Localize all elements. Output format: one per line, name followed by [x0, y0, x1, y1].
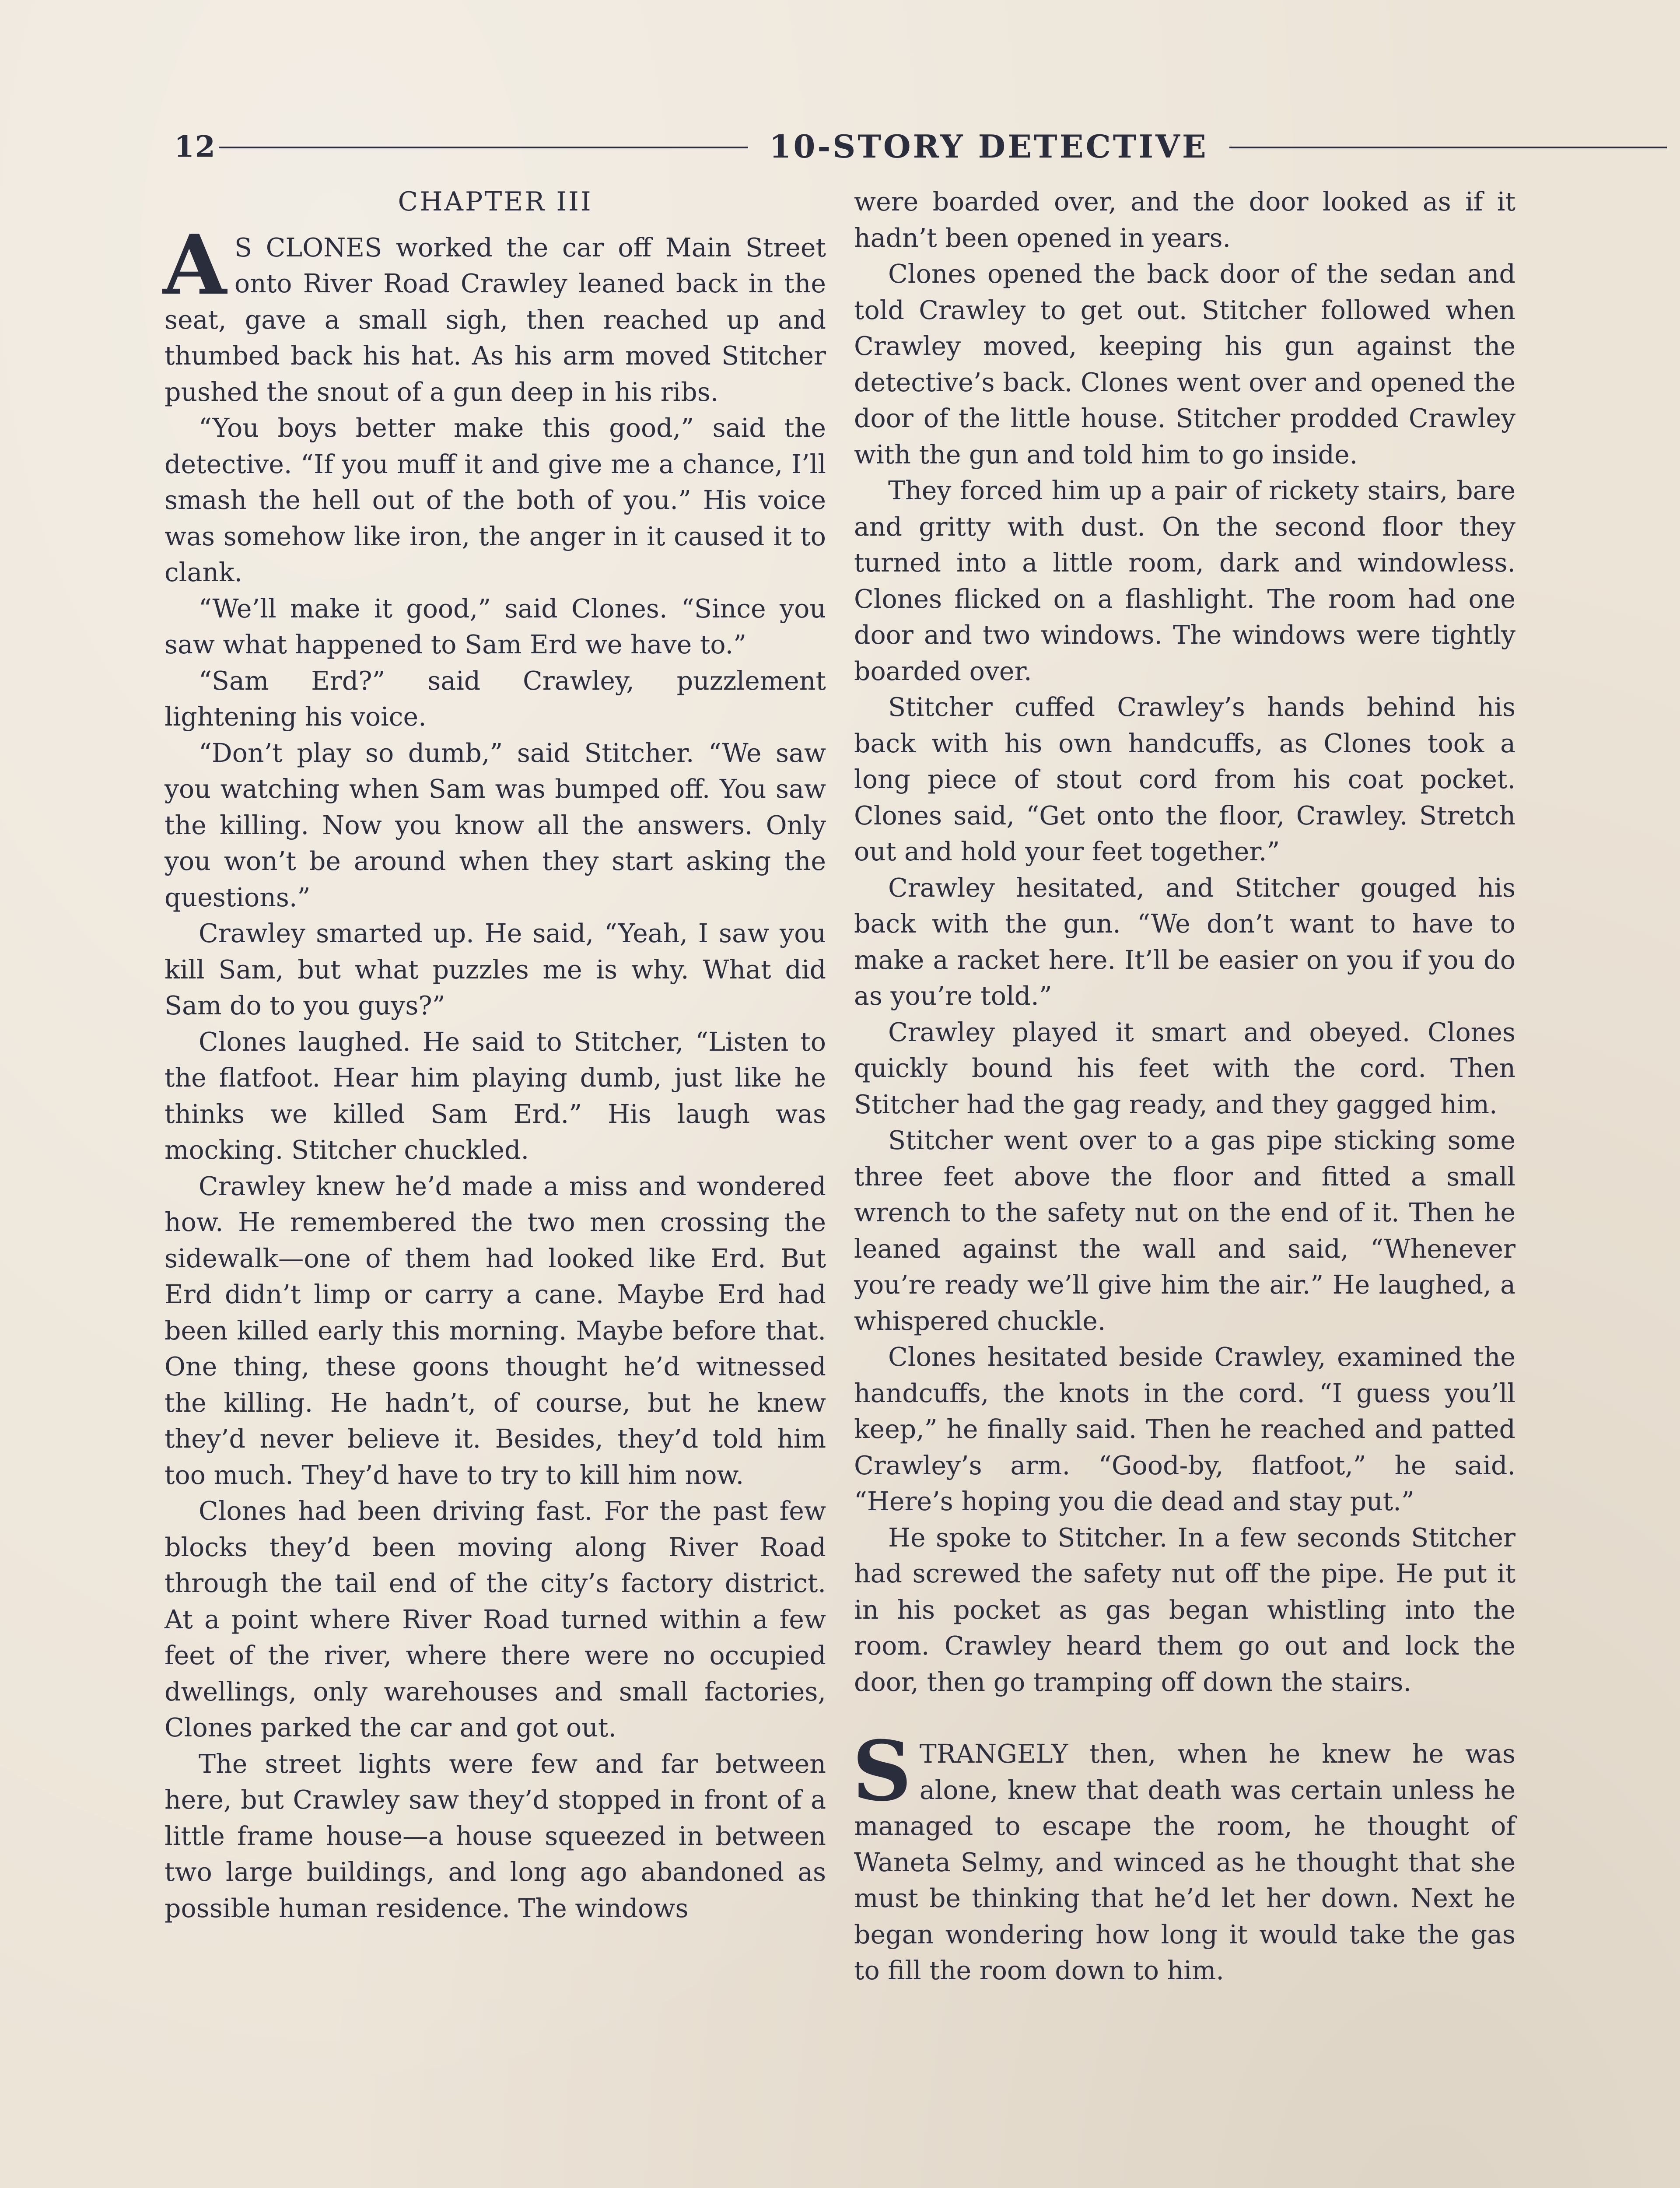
paragraph: “Sam Erd?” said Crawley, puzzlement lightening his voice.	[164, 666, 826, 732]
paragraph: “Don’t play so dumb,” said Stitcher. “We saw you watching when Sam was bumped off. You saw the killing. Now you know all the answers. Only you won’t be around when they start asking the questions.”	[164, 738, 826, 912]
page-number: 12	[174, 130, 216, 164]
paragraph: The street lights were few and far between here, but Crawley saw they’d stopped in front of a little frame house—a house squeezed in between two large buildings, and long ago abandoned as possible human residence. The windows	[164, 1749, 826, 1923]
paragraph	[163, 216, 826, 410]
header-rule-left	[219, 147, 748, 148]
paragraph: Clones hesitated beside Crawley, examined the handcuffs, the knots in the cord. “I guess you’ll keep,” he finally said. Then he reached and patted Crawley’s arm. “Good-by, flatfoot,” he said. “Here’s hoping you die dead and stay put.”	[854, 1342, 1516, 1516]
running-title: 10-STORY DETECTIVE	[769, 128, 1208, 165]
running-header	[162, 125, 1509, 168]
paragraph-text: TRANGELY then, when he knew he was alone, knew that death was certain unless he managed to escape the room, he thought of Waneta Selmy, and winced as he thought that she must be thinking that he’d let her down. Next he began wondering how long it would take the gas to fill the room down to him.	[854, 1739, 1516, 1985]
paragraph	[852, 1723, 1516, 1989]
paragraph: Clones had been driving fast. For the past few blocks they’d been moving along River Road through the tail end of the city’s factory district. At a point where River Road turned within a few feet of the river, where there were no occupied dwellings, only warehouses and small factories, Clones parked the car and got out.	[164, 1496, 826, 1743]
paragraph: Crawley hesitated, and Stitcher gouged his back with the gun. “We don’t want to have to make a racket here. It’ll be easier on you if you do as you’re told.”	[854, 873, 1516, 1011]
paragraph: He spoke to Stitcher. In a few seconds Stitcher had screwed the safety nut off the pipe. He put it in his pocket as gas began whistling into the room. Crawley heard them go out and lock the door, then go tramping off down the stairs.	[854, 1522, 1516, 1697]
right-column	[854, 184, 1516, 1989]
paragraph: Stitcher went over to a gas pipe sticking some three feet above the floor and fitted a small wrench to the safety nut on the end of it. Then he leaned against the wall and said, “Whenever you’re ready we’ll give him the air.” He laughed, a whispered chuckle.	[854, 1126, 1516, 1336]
left-column	[164, 184, 826, 1926]
drop-cap: S	[852, 1723, 912, 1820]
drop-cap: A	[163, 216, 227, 313]
chapter-heading: CHAPTER III	[398, 186, 593, 217]
paragraph: Clones laughed. He said to Stitcher, “Listen to the flatfoot. Hear him playing dumb, just like he thinks we killed Sam Erd.” His laugh was mocking. Stitcher chuckled.	[164, 1027, 826, 1165]
paragraph-text: S CLONES worked the car off Main Street onto River Road Crawley leaned back in the seat, gave a small sigh, then reached up and thumbed back his hat. As his arm moved Stitcher pushed the snout of a gun deep in his ribs.	[164, 232, 826, 407]
header-rule-right	[1229, 147, 1667, 148]
paragraph: Stitcher cuffed Crawley’s hands behind his back with his own handcuffs, as Clones took a long piece of stout cord from his coat pocket. Clones said, “Get onto the floor, Crawley. Stretch out and hold your feet together.”	[854, 692, 1516, 866]
paragraph: “You boys better make this good,” said the detective. “If you muff it and give me a chance, I’ll smash the hell out of the both of you.” His voice was somehow like iron, the anger in it caused it to clank.	[164, 413, 826, 587]
paragraph: They forced him up a pair of rickety stairs, bare and gritty with dust. On the second floor they turned into a little room, dark and windowless. Clones flicked on a flashlight. The room had one door and two windows. The windows were tightly boarded over.	[854, 476, 1516, 686]
section-break	[854, 1700, 1516, 1736]
paragraph: Crawley played it smart and obeyed. Clones quickly bound his feet with the cord. Then Stitcher had the gag ready, and they gagged him.	[854, 1017, 1516, 1119]
paragraph: “We’ll make it good,” said Clones. “Since you saw what happened to Sam Erd we have to.”	[164, 593, 826, 659]
paragraph: Crawley smarted up. He said, “Yeah, I saw you kill Sam, but what puzzles me is why. What did Sam do to you guys?”	[164, 919, 826, 1020]
paragraph: were boarded over, and the door looked as if it hadn’t been opened in years.	[854, 187, 1516, 253]
paragraph: Crawley knew he’d made a miss and wondered how. He remembered the two men crossing the sidewalk—one of them had looked like Erd. But Erd didn’t limp or carry a cane. Maybe Erd had been killed early this morning. Maybe before that. One thing, these goons thought he’d witnessed the killing. He hadn’t, of course, but he knew they’d never believe it. Besides, they’d told him too much. They’d have to try to kill him now.	[164, 1171, 826, 1490]
paragraph: Clones opened the back door of the sedan and told Crawley to get out. Stitcher followed when Crawley moved, keeping his gun against the detective’s back. Clones went over and opened the door of the little house. Stitcher prodded Crawley with the gun and told him to go inside.	[854, 259, 1516, 470]
